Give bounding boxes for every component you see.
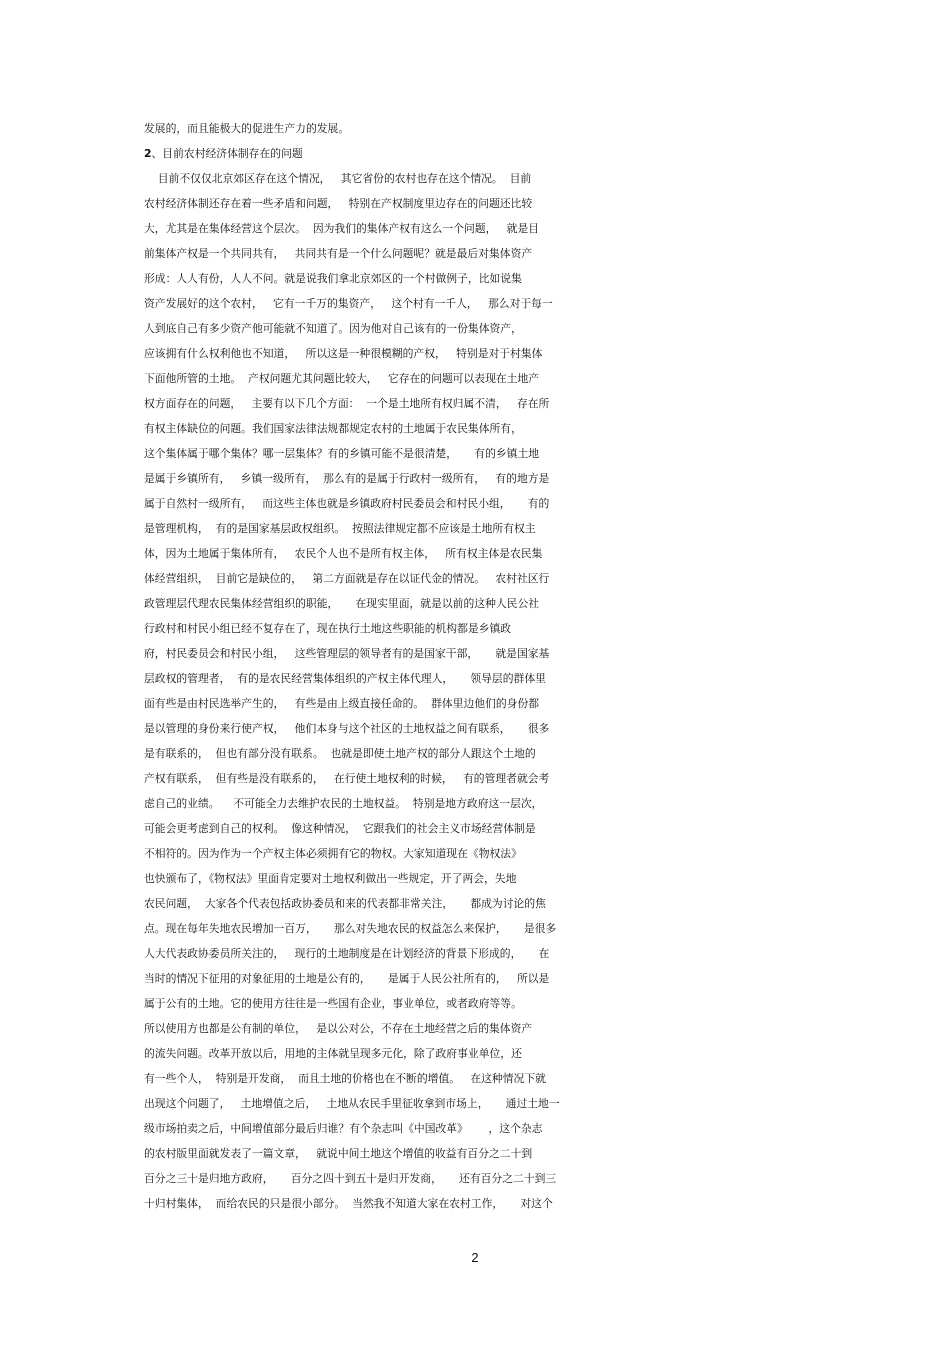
text-line: 府，村民委员会和村民小组， 这些管理层的领导者有的是国家干部， 就是国家基 [144,647,550,660]
text-line: 政管理层代理农民集体经营组织的职能， 在现实里面，就是以前的这种人民公社 [144,597,540,610]
text-line: 所以使用方也都是公有制的单位， 是以公对公，不存在土地经营之后的集体资产 [144,1022,533,1035]
text-line: 发展的，而且能极大的促进生产力的发展。 [144,122,350,135]
text-line: 资产发展好的这个农村， 它有一千万的集资产， 这个村有一千人， 那么对于每一 [144,297,553,310]
page-number: 2 [471,1250,479,1265]
text-line: 体经营组织， 目前它是缺位的， 第二方面就是存在以证代金的情况。 农村社区行 [144,572,550,585]
section-number: 2 [144,147,152,160]
text-line: 属于自然村一级所有， 而这些主体也就是乡镇政府村民委员会和村民小组， 有的 [144,497,550,510]
text-line: 人到底自己有多少资产他可能就不知道了。因为他对自己该有的一份集体资产， [144,322,522,335]
text-line: 产权有联系， 但有些是没有联系的， 在行使土地权利的时候， 有的管理者就会考 [144,772,550,785]
text-line: 行政村和村民小组已经不复存在了，现在执行土地这些职能的机构都是乡镇政 [144,622,512,635]
text-line: 可能会更考虑到自己的权利。 像这种情况， 它跟我们的社会主义市场经营体制是 [144,822,536,835]
text-line: 属于公有的土地。它的使用方往往是一些国有企业，事业单位，或者政府等等。 [144,997,522,1010]
text-line: 大，尤其是在集体经营这个层次。 因为我们的集体产权有这么一个问题， 就是目 [144,222,540,235]
text-line: 是以管理的身份来行使产权， 他们本身与这个社区的土地权益之间有联系， 很多 [144,722,550,735]
text-line: 的流失问题。改革开放以后，用地的主体就呈现多元化，除了政府事业单位，还 [144,1047,522,1060]
text-line: 应该拥有什么权利他也不知道， 所以这是一种很模糊的产权， 特别是对于村集体 [144,347,543,360]
text-line: 点。现在每年失地农民增加一百万， 那么对失地农民的权益怎么来保护， 是很多 [144,922,557,935]
text-line: 有权主体缺位的问题。我们国家法律法规都规定农村的土地属于农民集体所有， [144,422,522,435]
text-line: 虑自己的业绩。 不可能全力去维护农民的土地权益。 特别是地方政府这一层次， [144,797,543,810]
text-line: 级市场拍卖之后，中间增值部分最后归谁？有个杂志叫《中国改革》 ，这个杂志 [144,1122,543,1135]
text-line: 下面他所管的土地。 产权问题尤其问题比较大， 它存在的问题可以表现在土地产 [144,372,540,385]
text-line: 目前不仅仅北京郊区存在这个情况， 其它省份的农村也存在这个情况。 目前 [144,172,532,185]
text-line: 也快颁布了，《物权法》里面肯定要对土地权利做出一些规定，开了两会，失地 [144,872,517,885]
text-line: 是管理机构， 有的是国家基层政权组织。 按照法律规定都不应该是土地所有权主 [144,522,536,535]
text-line: 当时的情况下征用的对象征用的土地是公有的， 是属于人民公社所有的， 所以是 [144,972,550,985]
text-line: 农民问题， 大家各个代表包括政协委员和来的代表都非常关注， 都成为讨论的焦 [144,897,546,910]
text-line: 层政权的管理者， 有的是农民经营集体组织的产权主体代理人， 领导层的群体里 [144,672,546,685]
text-line: 体，因为土地属于集体所有， 农民个人也不是所有权主体， 所有权主体是农民集 [144,547,543,560]
text-line: 是属于乡镇所有， 乡镇一级所有， 那么有的是属于行政村一级所有， 有的地方是 [144,472,550,485]
body-text [144,116,814,1216]
text-line: 是有联系的， 但也有部分没有联系。 也就是即使土地产权的部分人跟这个土地的 [144,747,536,760]
text-line: 形成：人人有份，人人不问。就是说我们拿北京郊区的一个村做例子，比如说集 [144,272,522,285]
text-line: 不相符的。因为作为一个产权主体必须拥有它的物权。大家知道现在《物权法》 [144,847,522,860]
text-line: 十归村集体， 而给农民的只是很小部分。 当然我不知道大家在农村工作， 对这个 [144,1197,553,1210]
text-line: 权方面存在的问题， 主要有以下几个方面： 一个是土地所有权归属不清， 存在所 [144,397,550,410]
text-line: 农村经济体制还存在着一些矛盾和问题， 特别在产权制度里边存在的问题还比较 [144,197,533,210]
text-line: 出现这个问题了， 土地增值之后， 土地从农民手里征收拿到市场上， 通过土地一 [144,1097,560,1110]
section-heading [144,141,814,166]
text-line: 人大代表政协委员所关注的， 现行的土地制度是在计划经济的背景下形成的， 在 [144,947,550,960]
text-line: 面有些是由村民选举产生的， 有些是由上级直接任命的。 群体里边他们的身份都 [144,697,540,710]
text-line: 百分之三十是归地方政府， 百分之四十到五十是归开发商， 还有百分之二十到三 [144,1172,557,1185]
section-title: 、目前农村经济体制存在的问题 [151,147,303,160]
text-line: 前集体产权是一个共同共有， 共同共有是一个什么问题呢？就是最后对集体资产 [144,247,533,260]
text-line: 的农村版里面就发表了一篇文章， 就说中间土地这个增值的收益有百分之二十到 [144,1147,533,1160]
text-line: 这个集体属于哪个集体？哪一层集体？有的乡镇可能不是很清楚， 有的乡镇土地 [144,447,540,460]
text-line: 有一些个人， 特别是开发商， 而且土地的价格也在不断的增值。 在这种情况下就 [144,1072,546,1085]
